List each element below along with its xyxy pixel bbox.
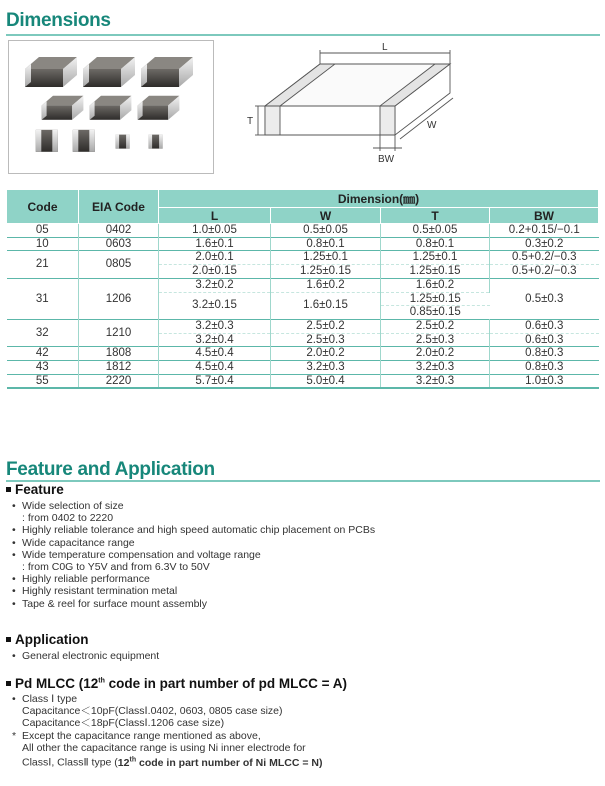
list-item-cont: : from 0402 to 2220 [22,512,114,525]
list-item: • Tape & reel for surface mount assembly [12,597,208,610]
application-heading: Application [6,632,89,647]
cell-code: 05 [7,224,79,238]
list-item-cont: : from C0G to Y5V and from 6.3V to 50V [22,561,210,574]
cell-w: 1.25±0.1 [271,251,381,265]
cell-code: 21 [7,251,79,278]
cell-code: 43 [7,361,79,375]
list-item: • Wide selection of size [12,500,124,512]
cell-bw: 0.2+0.15/−0.1 [490,224,599,238]
square-bullet-icon [6,637,11,642]
table-row [7,361,599,375]
header-code: Code [7,190,79,224]
cell-eia: 1808 [79,347,159,361]
header-t: T [381,208,490,224]
list-item-cont: Capacitance＜18pF(ClassⅠ.1206 case size) [22,717,225,730]
cell-code: 31 [7,278,79,319]
feature-rule [6,480,600,482]
pd-mlcc-list [12,693,322,769]
cell-bw: 0.8±0.3 [490,361,599,375]
list-item: • Highly resistant termination metal [12,585,178,598]
list-item: • General electronic equipment [12,650,160,662]
cell-bw: 0.5±0.3 [490,278,599,319]
cell-w: 0.5±0.05 [271,224,381,238]
cell-w: 1.6±0.15 [271,292,381,319]
cell-t: 2.0±0.2 [381,347,490,361]
list-item: • Highly reliable performance [12,573,150,586]
cell-w: 1.25±0.15 [271,265,381,279]
list-item-cont: All other the capacitance range is using Ni inner electrode for [22,741,306,754]
drawing-label-bw: BW [378,154,395,165]
cell-t: 0.8±0.1 [381,237,490,251]
table-row [7,251,599,265]
cell-l: 3.2±0.2 [159,278,271,292]
dimensions-title: Dimensions [6,10,111,31]
application-list [12,650,159,662]
list-item-cont: Capacitance＜10pF(ClassⅠ.0402, 0603, 0805 case size) [22,705,283,718]
cell-t: 1.6±0.2 [381,278,490,292]
cell-l: 3.2±0.15 [159,292,271,319]
cell-w: 3.2±0.3 [271,361,381,375]
cell-t: 1.25±0.15 [381,292,490,306]
dimension-drawing [235,38,465,173]
cell-t: 0.85±0.15 [381,306,490,320]
cell-bw: 0.6±0.3 [490,319,599,333]
cell-t: 2.5±0.3 [381,333,490,347]
cell-bw: 0.8±0.3 [490,347,599,361]
cell-t: 3.2±0.3 [381,361,490,375]
header-w: W [271,208,381,224]
cell-w: 5.0±0.4 [271,374,381,388]
table-row [7,347,599,361]
cell-w: 2.0±0.2 [271,347,381,361]
cell-bw: 0.6±0.3 [490,333,599,347]
list-item: * Except the capacitance range mentioned as above, [12,729,261,742]
cell-l: 2.0±0.1 [159,251,271,265]
pd-mlcc-heading: Pd MLCC (12th code in part number of pd MLCC = A) [6,676,347,691]
cell-bw: 0.5+0.2/−0.3 [490,265,599,279]
cell-l: 3.2±0.4 [159,333,271,347]
cell-t: 2.5±0.2 [381,319,490,333]
cell-code: 55 [7,374,79,388]
cell-eia: 0805 [79,251,159,278]
cell-code: 42 [7,347,79,361]
cell-l: 1.0±0.05 [159,224,271,238]
cell-eia: 2220 [79,374,159,388]
chip-large-1 [25,57,77,87]
drawing-label-t: T [247,116,254,127]
cell-l: 2.0±0.15 [159,265,271,279]
cell-t: 1.25±0.1 [381,251,490,265]
drawing-label-l: L [382,42,388,53]
feature-application-title: Feature and Application [6,459,215,480]
dimension-table [6,189,599,389]
drawing-label-w: W [427,120,437,131]
cell-l: 5.7±0.4 [159,374,271,388]
list-item: • Highly reliable tolerance and high speed automatic chip placement on PCBs [12,524,376,537]
list-item: • Wide capacitance range [12,536,135,549]
header-dimension: Dimension(㎜) [159,190,599,208]
cell-bw: 0.3±0.2 [490,237,599,251]
cell-w: 2.5±0.3 [271,333,381,347]
cell-t: 0.5±0.05 [381,224,490,238]
feature-heading: Feature [6,482,64,497]
table-row [7,278,599,292]
header-bw: BW [490,208,599,224]
header-eia: EIA Code [79,190,159,224]
chip-photo [8,40,214,174]
table-row [7,374,599,388]
dimensions-rule [6,34,600,36]
cell-w: 1.6±0.2 [271,278,381,292]
table-row [7,319,599,333]
table-row [7,224,599,238]
cell-eia: 1210 [79,319,159,346]
cell-bw: 1.0±0.3 [490,374,599,388]
list-item-cont: ClassⅠ, ClassⅡ type (12th code in part number of Ni MLCC = N) [22,756,323,769]
cell-l: 4.5±0.4 [159,347,271,361]
cell-l: 3.2±0.3 [159,319,271,333]
table-row [7,237,599,251]
cell-l: 1.6±0.1 [159,237,271,251]
square-bullet-icon [6,681,11,686]
cell-w: 2.5±0.2 [271,319,381,333]
cell-eia: 1206 [79,278,159,319]
list-item: • Wide temperature compensation and voltage range [12,548,261,561]
cell-code: 32 [7,319,79,346]
header-l: L [159,208,271,224]
feature-list [12,500,375,610]
cell-eia: 0402 [79,224,159,238]
cell-t: 1.25±0.15 [381,265,490,279]
cell-w: 0.8±0.1 [271,237,381,251]
square-bullet-icon [6,487,11,492]
cell-t: 3.2±0.3 [381,374,490,388]
cell-bw: 0.5+0.2/−0.3 [490,251,599,265]
cell-l: 4.5±0.4 [159,361,271,375]
cell-code: 10 [7,237,79,251]
list-item: • Class Ⅰ type [12,693,78,705]
cell-eia: 1812 [79,361,159,375]
cell-eia: 0603 [79,237,159,251]
